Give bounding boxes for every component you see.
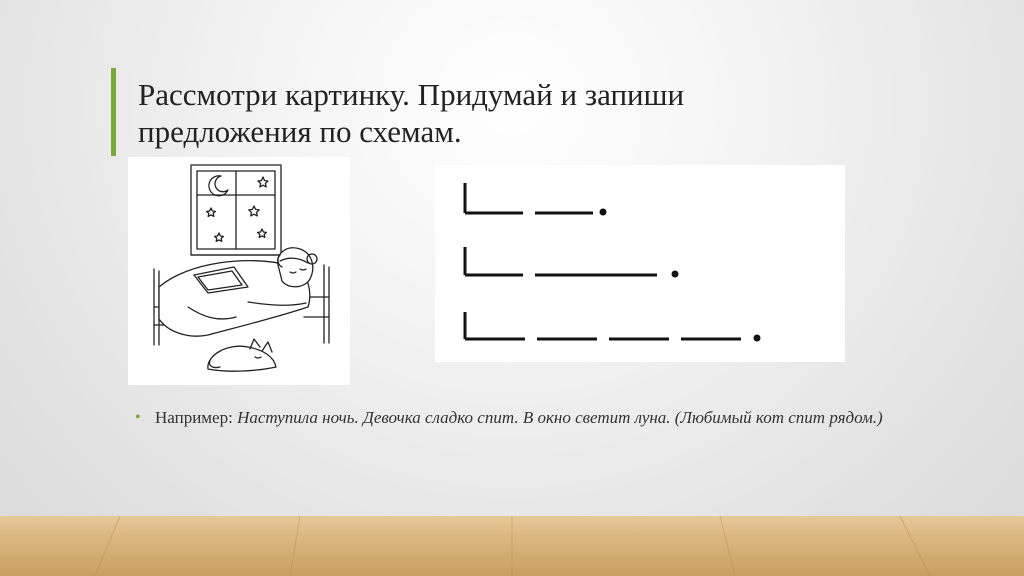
slide-title: Рассмотри картинку. Придумай и запиши предложения по схемам. bbox=[138, 77, 685, 149]
window-icon bbox=[191, 165, 281, 255]
sleeping-girl-picture bbox=[128, 157, 350, 385]
cat-icon bbox=[208, 339, 276, 371]
scheme-1 bbox=[465, 183, 607, 216]
title-accent-bar bbox=[111, 68, 116, 156]
girl-icon bbox=[278, 248, 317, 287]
wooden-floor bbox=[0, 516, 1024, 576]
bullet-marker: • bbox=[135, 409, 141, 426]
bullet-text bbox=[155, 403, 925, 432]
bullet-example: Наступила ночь. Девочка сладко спит. В окно светит луна. (Любимый кот спит рядом.) bbox=[237, 408, 883, 427]
sentence-schemes bbox=[435, 165, 845, 362]
scheme-3 bbox=[465, 312, 761, 342]
bullet-lead: Например: bbox=[155, 408, 238, 427]
scheme-2 bbox=[465, 247, 679, 278]
